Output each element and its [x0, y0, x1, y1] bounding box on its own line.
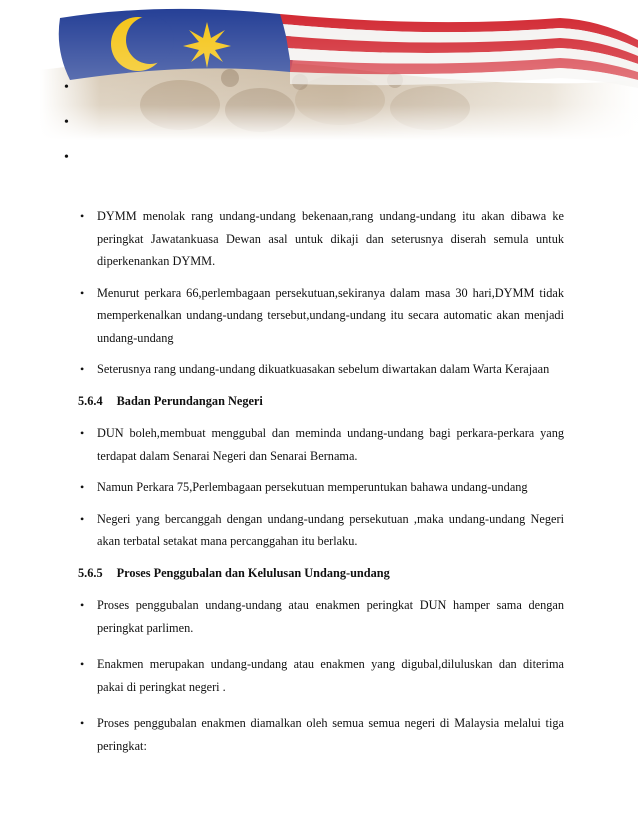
list-item — [78, 358, 564, 381]
bullet-icon: • — [80, 362, 85, 376]
paragraph-text: DUN boleh,membuat menggubal dan meminda undang-undang bagi perkara-perkara yang terdapat dalam Senarai Negeri dan Senarai Bernama. — [97, 426, 564, 463]
list-item — [78, 422, 564, 467]
paragraph-text: DYMM menolak rang undang-undang bekenaan,rang undang-undang itu akan dibawa ke peringkat Jawatankuasa Dewan asal untuk dikaji dan seterusnya diserah semula untuk diperkenankan DYMM. — [97, 209, 564, 268]
paragraph-text: Menurut perkara 66,perlembagaan persekutuan,sekiranya dalam masa 30 hari,DYMM tidak memperkenalkan undang-undang tersebut,undang-undang itu secara automatic akan menjadi undang-undang — [97, 285, 564, 345]
list-item — [78, 476, 564, 499]
empty-bullet-list — [64, 70, 104, 175]
bullet-icon: • — [80, 657, 85, 671]
list-item — [78, 594, 564, 639]
section-heading-565 — [78, 562, 564, 585]
document-body — [78, 205, 564, 766]
list-item — [78, 205, 564, 273]
bullet-icon: • — [80, 209, 85, 223]
bullet-icon: • — [80, 511, 85, 526]
paragraph-text: Seterusnya rang undang-undang dikuatkuasakan sebelum diwartakan dalam Warta Kerajaan — [97, 362, 550, 376]
list-item — [78, 282, 564, 350]
section-title: Badan Perundangan Negeri — [116, 393, 263, 408]
bullet-icon: • — [80, 285, 85, 300]
section-number: 5.6.4 — [78, 393, 103, 408]
bullet-icon: • — [80, 480, 85, 494]
bullet-icon: • — [80, 598, 85, 612]
list-item: • — [64, 150, 69, 165]
paragraph-text: Proses penggubalan undang-undang atau enakmen peringkat DUN hamper sama dengan peringkat parlimen. — [97, 598, 564, 635]
paragraph-text: Proses penggubalan enakmen diamalkan oleh semua semua negeri di Malaysia melalui tiga peringkat: — [97, 716, 564, 753]
list-item — [78, 712, 564, 757]
section-number: 5.6.5 — [78, 565, 103, 580]
list-item — [78, 653, 564, 698]
bullet-icon: • — [80, 426, 85, 440]
list-item — [78, 508, 564, 553]
paragraph-text: Negeri yang bercanggah dengan undang-undang persekutuan ,maka undang-undang Negeri akan terbatal setakat mana percanggahan itu berlaku. — [97, 511, 564, 548]
paragraph-text: Namun Perkara 75,Perlembagaan persekutuan memperuntukan bahawa undang-undang — [97, 480, 528, 494]
bullet-icon: • — [80, 716, 85, 730]
list-item: • — [64, 80, 69, 95]
paragraph-text: Enakmen merupakan undang-undang atau enakmen yang digubal,diluluskan dan diterima pakai di peringkat negeri . — [97, 657, 564, 694]
section-title: Proses Penggubalan dan Kelulusan Undang-undang — [116, 565, 390, 580]
section-heading-564 — [78, 390, 564, 413]
list-item: • — [64, 115, 69, 130]
